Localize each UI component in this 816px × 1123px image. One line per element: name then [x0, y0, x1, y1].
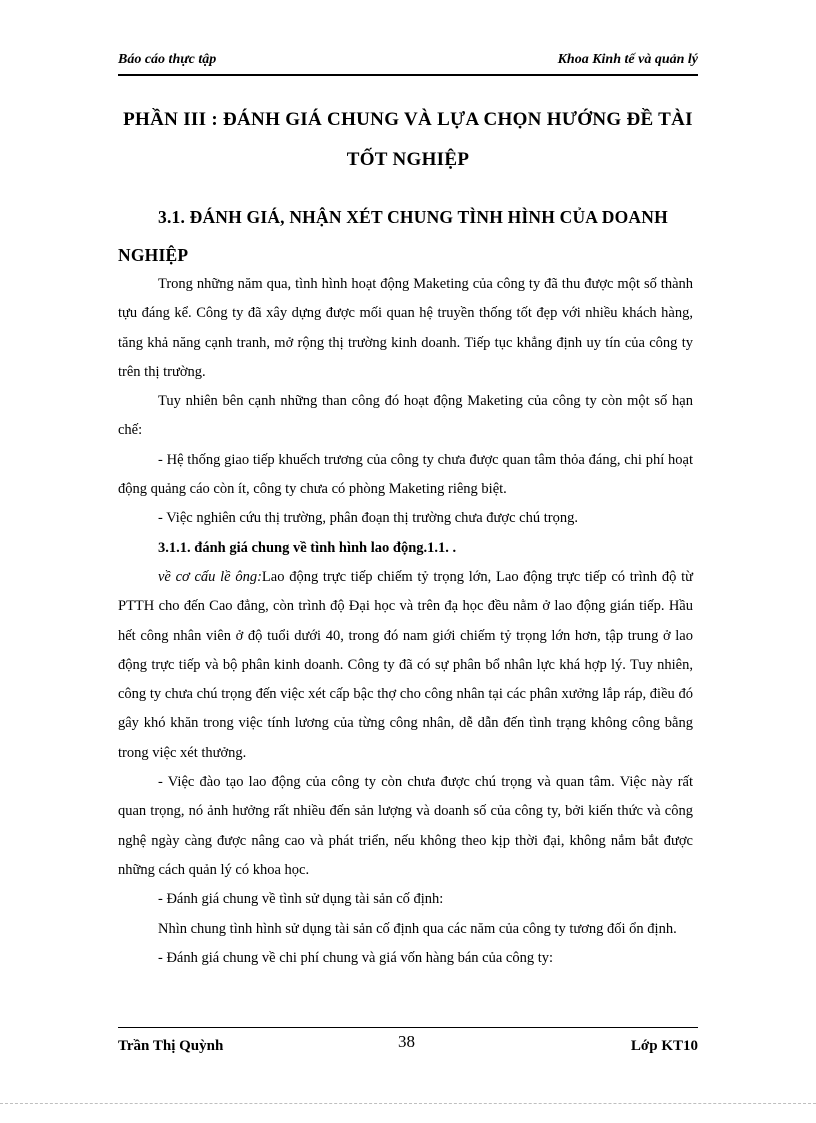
section-title: 3.1. ĐÁNH GIÁ, NHẬN XÉT CHUNG TÌNH HÌNH CỦA DOANH NGHIỆP [118, 207, 668, 265]
page-number: 38 [398, 1032, 415, 1051]
paragraph: Trong những năm qua, tình hình hoạt động Maketing của công ty đã thu được một số thành tựu đáng kể. Công ty đã xây dựng được mối quan hệ truyền thống tốt đẹp với nhiều khách hàng, tăng khả năng cạnh tranh, mở rộng thị trường kinh doanh. Tiếp tục khẳng định uy tín của công ty trên thị trường. [118, 276, 693, 380]
page-break-line [0, 1103, 816, 1104]
paragraph [118, 563, 693, 768]
paragraph-lead: về cơ cấu lề ông: [158, 568, 262, 585]
header-right: Khoa Kinh tế và quản lý [557, 52, 698, 67]
header-left: Báo cáo thực tập [118, 52, 217, 67]
part-title: PHẦN III : ĐÁNH GIÁ CHUNG VÀ LỰA CHỌN HƯỚNG ĐỀ TÀI TỐT NGHIỆP [123, 109, 693, 170]
footer-author: Trần Thị Quỳnh [118, 1038, 224, 1054]
paragraph: Tuy nhiên bên cạnh những than công đó hoạt động Maketing của công ty còn một số hạn chế: [118, 393, 693, 439]
page-header [118, 52, 698, 76]
page-footer [118, 1027, 698, 1058]
paragraph: - Việc đào tạo lao động của công ty còn chưa được chú trọng và quan tâm. Việc này rất quan trọng, nó ảnh hưởng rất nhiều đến sản lượng và doanh số của công ty, bởi kiến thức và công nghệ ngày càng được nâng cao và phát triển, nếu không theo kịp thời đại, không nắm bắt được những cách quản lý có khoa học. [118, 774, 693, 878]
subsection-title: 3.1.1. đánh giá chung về tình hình lao động.1.1. . [158, 539, 457, 556]
footer-class: Lớp KT10 [630, 1038, 698, 1054]
paragraph: - Đánh giá chung về chi phí chung và giá vốn hàng bán của công ty: [158, 949, 554, 966]
paragraph-rest: Lao động trực tiếp chiếm tỷ trọng lớn, Lao động trực tiếp có trình độ từ PTTH cho đến Cao đẳng, còn trình độ Đại học và trên đạ học đều nằm ở lao động gián tiếp. Hầu hết công nhân viên ở độ tuổi dưới 40, trong đó nam giới chiếm tỷ trọng lớn hơn, tập trung ở lao động trực tiếp và bộ phân kinh doanh. Công ty đã có sự phân bổ nhân lực khá hợp lý. Tuy nhiên, công ty chưa chú trọng đến việc xét cấp bậc thợ cho công nhân tại các phân xưởng lắp ráp, điều đó gây khó khăn trong việc tính lương của từng công nhân, dễ dẫn đến tình trạng không công bằng trong việc xét thưởng. [118, 568, 693, 761]
body-text [118, 270, 693, 973]
paragraph: - Đánh giá chung về tình sử dụng tài sản cố định: [158, 891, 444, 908]
paragraph: Nhìn chung tình hình sử dụng tài sản cố định qua các năm của công ty tương đối ổn định. [158, 920, 677, 937]
paragraph: - Việc nghiên cứu thị trường, phân đoạn thị trường chưa được chú trọng. [158, 510, 578, 527]
paragraph: - Hệ thống giao tiếp khuếch trương của công ty chưa được quan tâm thỏa đáng, chi phí hoạt động quảng cáo còn ít, công ty chưa có phòng Maketing riêng biệt. [118, 451, 693, 498]
